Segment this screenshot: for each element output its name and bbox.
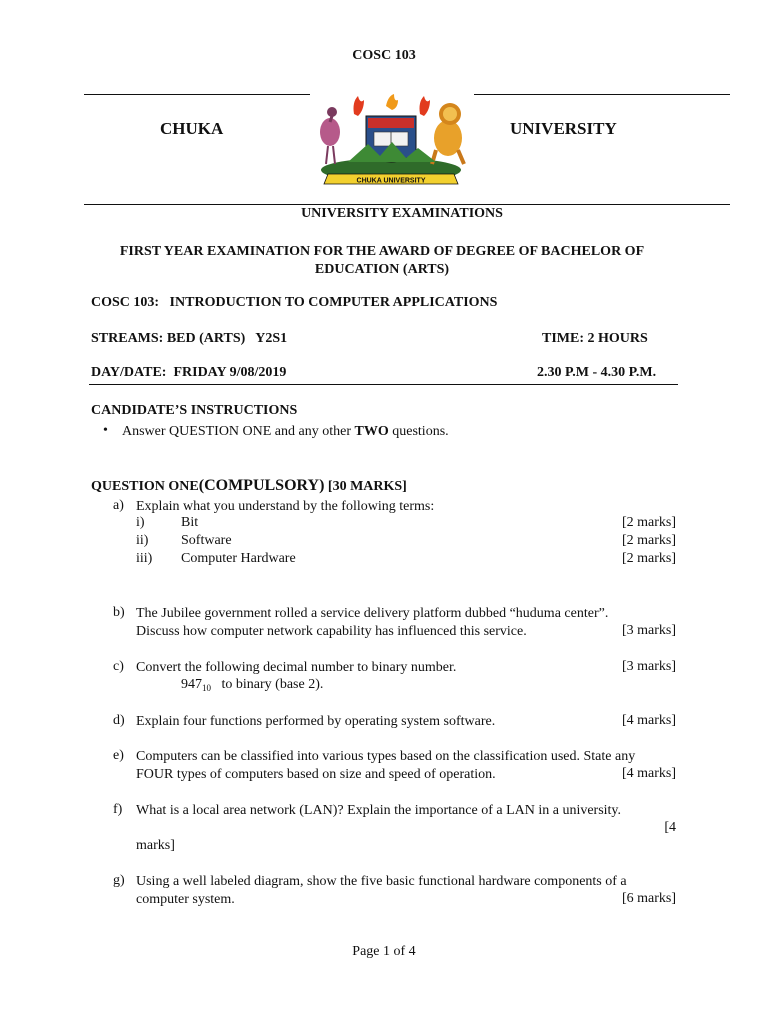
question-f-text: What is a local area network (LAN)? Explain the importance of a LAN in a university. <box>136 803 622 818</box>
question-g-line2: computer system. <box>136 892 235 907</box>
question-a-letter: a) <box>113 498 124 513</box>
question-b-marks: [3 marks] <box>621 623 676 638</box>
course-title: COSC 103: INTRODUCTION TO COMPUTER APPLICATIONS <box>91 295 498 310</box>
course-code-header: COSC 103 <box>352 48 416 63</box>
question-c-number-line <box>181 677 323 693</box>
header-rule-left <box>84 94 310 95</box>
question-f-letter: f) <box>113 802 123 817</box>
university-crest-logo <box>308 92 474 190</box>
question-a-item-marks: [2 marks] <box>621 551 676 566</box>
streams-label: STREAMS: BED (ARTS) Y2S1 <box>91 331 288 346</box>
question-c-number-rest: to binary (base 2). <box>211 677 324 692</box>
instructions-heading: CANDIDATE’S INSTRUCTIONS <box>91 403 298 418</box>
question-a-item-term: Computer Hardware <box>181 551 296 566</box>
question-b-line1: The Jubilee government rolled a service delivery platform dubbed “huduma center”. <box>136 606 609 621</box>
question-c-letter: c) <box>113 659 124 674</box>
question-one-heading-compulsory: (COMPULSORY) <box>198 477 325 494</box>
instructions-text-post: questions. <box>388 424 449 439</box>
exam-date: DAY/DATE: FRIDAY 9/08/2019 <box>91 365 287 380</box>
question-e-letter: e) <box>113 748 124 763</box>
question-one-heading <box>91 477 407 495</box>
question-g-text <box>136 873 676 909</box>
question-c-number: 947 <box>181 677 202 692</box>
question-g-line1: Using a well labeled diagram, show the five basic functional hardware components of a <box>136 874 627 889</box>
question-one-heading-pre: QUESTION ONE <box>91 479 199 494</box>
question-d-marks: [4 marks] <box>621 713 676 728</box>
question-b-text <box>136 605 676 641</box>
details-divider <box>89 384 678 385</box>
question-one-heading-marks: [30 MARKS] <box>324 479 407 494</box>
question-c-number-base: 10 <box>202 683 211 693</box>
question-b-letter: b) <box>113 605 125 620</box>
question-a-text: Explain what you understand by the following terms: <box>136 499 435 514</box>
crest-ribbon-text: CHUKA UNIVERSITY <box>356 177 426 185</box>
exam-time-range: 2.30 P.M - 4.30 P.M. <box>537 365 657 380</box>
question-e-line1: Computers can be classified into various types based on the classification used. State any <box>136 749 636 764</box>
exam-type-title: UNIVERSITY EXAMINATIONS <box>301 206 503 221</box>
question-e-text <box>136 748 676 784</box>
question-g-marks: [6 marks] <box>621 891 676 906</box>
question-g-letter: g) <box>113 873 125 888</box>
award-title <box>84 243 680 279</box>
header-divider <box>84 204 730 205</box>
exam-duration: TIME: 2 HOURS <box>542 331 648 346</box>
page-number: Page 1 of 4 <box>352 944 416 959</box>
header-rule-right <box>474 94 730 95</box>
question-f-marks-start: [4 <box>664 820 676 835</box>
question-a-item-marks: [2 marks] <box>621 515 676 530</box>
award-title-line1: FIRST YEAR EXAMINATION FOR THE AWARD OF DEGREE OF BACHELOR OF <box>119 244 645 259</box>
question-d-text: Explain four functions performed by operating system software. <box>136 714 496 729</box>
instructions-text-bold: TWO <box>354 424 389 439</box>
question-c-text: Convert the following decimal number to binary number. <box>136 660 457 675</box>
question-e-line2: FOUR types of computers based on size and speed of operation. <box>136 767 496 782</box>
question-e-marks: [4 marks] <box>621 766 676 781</box>
instructions-text <box>122 424 449 440</box>
question-f-marks-end: marks] <box>136 838 175 853</box>
question-b-line2: Discuss how computer network capability has influenced this service. <box>136 624 527 639</box>
instructions-text-pre: Answer QUESTION ONE and any other <box>122 424 355 439</box>
award-title-line2: EDUCATION (ARTS) <box>314 262 450 277</box>
question-a-item-term: Bit <box>181 515 199 530</box>
university-name-left: CHUKA <box>160 119 224 138</box>
question-a-item-term: Software <box>181 533 232 548</box>
question-a-item-num: ii) <box>136 533 149 548</box>
instructions-bullet-icon: • <box>103 423 108 438</box>
question-a-item-marks: [2 marks] <box>621 533 676 548</box>
university-name-right: UNIVERSITY <box>510 119 617 138</box>
question-d-letter: d) <box>113 713 125 728</box>
question-a-item-num: i) <box>136 515 145 530</box>
question-a-item-num: iii) <box>136 551 153 566</box>
question-c-marks: [3 marks] <box>621 659 676 674</box>
